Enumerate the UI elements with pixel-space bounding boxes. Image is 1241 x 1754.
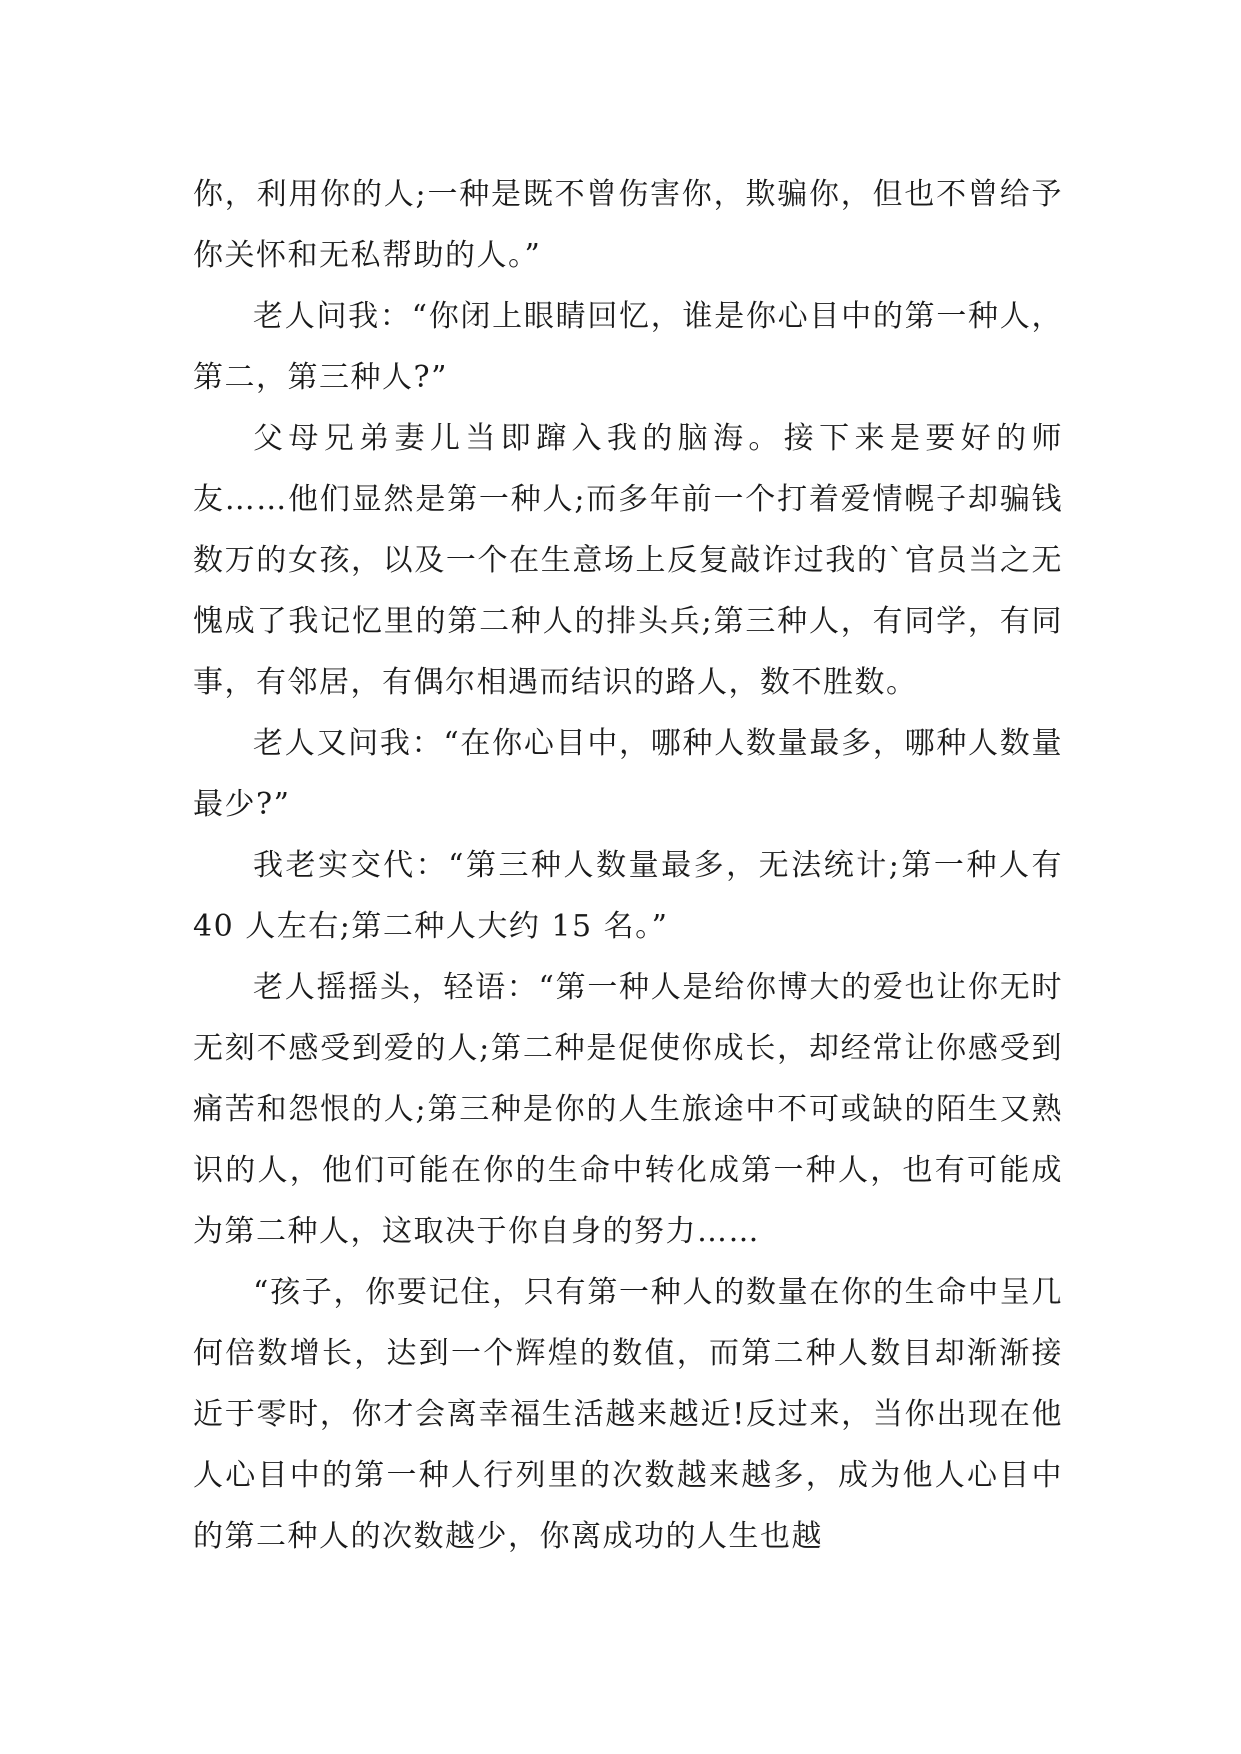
paragraph: 老人问我：“你闭上眼睛回忆，谁是你心目中的第一种人，第二，第三种人?” [193,299,1063,395]
document-body [193,164,1063,1567]
paragraph: “孩子，你要记住，只有第一种人的数量在你的生命中呈几何倍数增长，达到一个辉煌的数值，而第二种人数目却渐渐接近于零时，你才会离幸福生活越来越近!反过来，当你出现在他人心目中的第一种人行列里的次数越来越多，成为他人心目中的第二种人的次数越少，你离成功的人生也越 [193,1275,1063,1554]
paragraph: 老人又问我：“在你心目中，哪种人数量最多，哪种人数量最少?” [193,726,1063,822]
paragraph: 老人摇摇头，轻语：“第一种人是给你博大的爱也让你无时无刻不感受到爱的人;第二种是促使你成长，却经常让你感受到痛苦和怨恨的人;第三种是你的人生旅途中不可或缺的陌生又熟识的人，他们可能在你的生命中转化成第一种人，也有可能成为第二种人，这取决于你自身的努力…… [193,970,1063,1249]
paragraph: 我老实交代：“第三种人数量最多，无法统计;第一种人有 40 人左右;第二种人大约 15 名。” [193,848,1063,944]
paragraph: 父母兄弟妻儿当即蹿入我的脑海。接下来是要好的师友……他们显然是第一种人;而多年前一个打着爱情幌子却骗钱数万的女孩，以及一个在生意场上反复敲诈过我的`官员当之无愧成了我记忆里的第二种人的排头兵;第三种人，有同学，有同事，有邻居，有偶尔相遇而结识的路人，数不胜数。 [193,421,1063,700]
paragraph: 你，利用你的人;一种是既不曾伤害你，欺骗你，但也不曾给予你关怀和无私帮助的人。” [193,177,1063,273]
